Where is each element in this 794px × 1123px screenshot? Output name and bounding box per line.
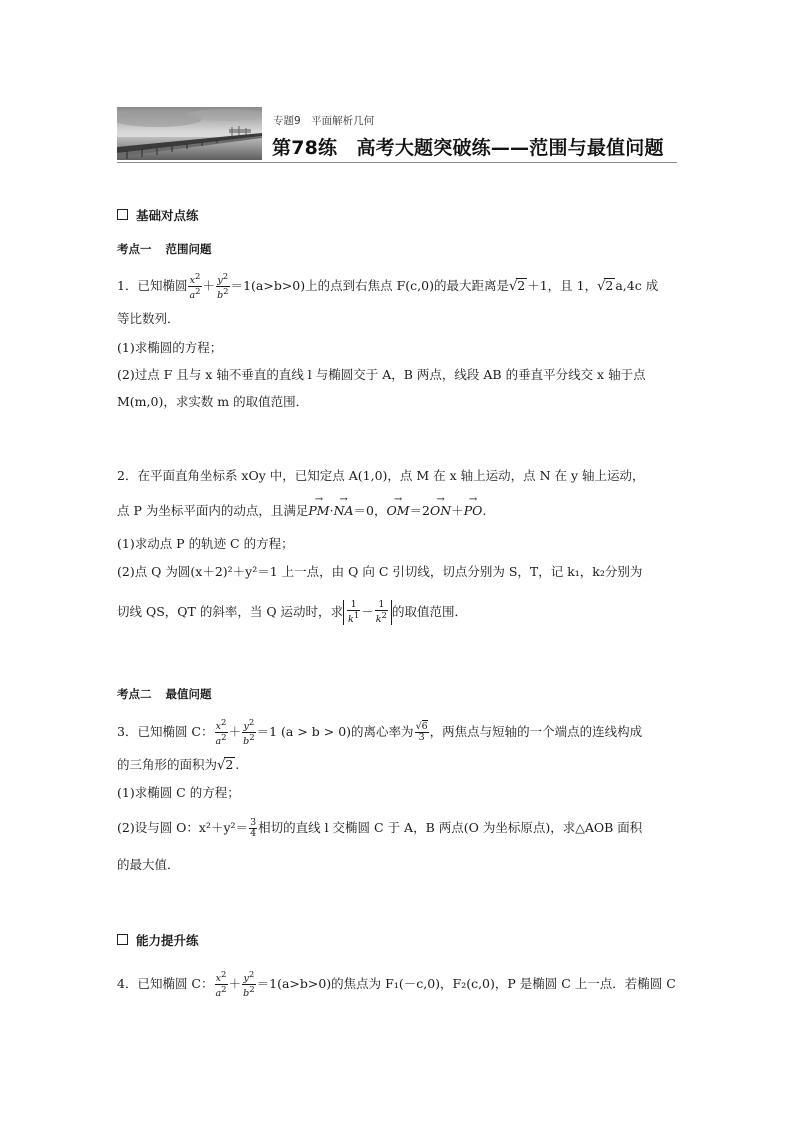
q1-text-d: a,4c 成 xyxy=(615,278,659,294)
absolute-value-expression: $\frac{1}{k^1}$ － $\frac{1}{k^2}$ xyxy=(343,600,392,625)
q4-text-b: ＝1(a>b>0)的焦点为 F₁(－c,0)，F₂(c,0)，P 是椭圆 C 上一点．若椭圆 C xyxy=(256,976,676,992)
fraction-y2-b2: $\frac{y^2}{b^2}$ xyxy=(243,718,255,748)
q3-text-c: ，两焦点与短轴的一个端点的连线构成 xyxy=(429,724,643,740)
vector-OM: → OM xyxy=(386,503,409,519)
q3-text-b: ＝1 (a > b > 0)的离心率为 xyxy=(256,724,414,740)
vector-ON: → ON xyxy=(430,503,451,519)
checkbox-square-icon xyxy=(117,934,128,945)
keypoint-1-name: 范围问题 xyxy=(165,242,212,256)
keypoint-1-label: 考点一 xyxy=(117,242,152,256)
q1-line-2: 等比数列． xyxy=(117,311,180,326)
sqrt-2: 2 xyxy=(225,757,234,772)
q3-line-4 xyxy=(117,818,642,839)
q1-text-a: 1．已知椭圆 xyxy=(117,278,188,294)
q1-text-b: ＝1(a>b>0)上的点到右焦点 F(c,0)的最大距离是 xyxy=(230,278,509,294)
q3-line-5: 的最大值． xyxy=(117,857,180,872)
q1-line-4: (2)过点 F 且与 x 轴不垂直的直线 l 与椭圆交于 A，B 两点，线段 AB 的垂直平分线交 x 轴于点 xyxy=(117,367,646,382)
sqrt-2: 2 xyxy=(517,278,526,294)
q3-line-2: 的三角形的面积为√2 . xyxy=(117,757,240,773)
q2-line-5 xyxy=(117,600,467,625)
q2-line-3: (1)求动点 P 的轨迹 C 的方程； xyxy=(117,536,294,551)
q1-line-5: M(m,0)，求实数 m 的取值范围． xyxy=(117,394,309,409)
q2-text-c: ＝2 xyxy=(409,503,430,518)
checkbox-square-icon xyxy=(117,209,128,220)
keypoint-2-name: 最值问题 xyxy=(165,687,212,701)
q2-text-5a: 切线 QS，QT 的斜率，当 Q 运动时，求 xyxy=(117,604,344,620)
page-title: 第78练 高考大题突破练——范围与最值问题 xyxy=(272,137,664,159)
bridge-photo-icon xyxy=(117,107,262,160)
keypoint-2-label: 考点二 xyxy=(117,687,152,701)
keypoint-1 xyxy=(117,241,212,257)
q2-line-2: 点 P 为坐标平面内的动点，且满足→ PM·→ NA＝0，→ OM＝2→ ON＋→ PO. xyxy=(117,503,486,519)
q2-text-5b: 的取值范围． xyxy=(391,604,467,620)
q1-line-3: (1)求椭圆的方程； xyxy=(117,340,223,355)
subject-label: 专题9 平面解析几何 xyxy=(273,115,375,127)
title-divider xyxy=(117,162,677,163)
q3-text-4a: (2)设与圆 O：x²＋y²＝ xyxy=(117,820,249,835)
section-basic-label: 基础对点练 xyxy=(136,208,199,223)
q1-line-1: 1．已知椭圆 $\frac{x^2}{a^2}$ ＋ $\frac{y^2}{b^2}$ ＝1(a>b>0)上的点到右焦点 F(c,0)的最大距离是√2 ＋1，且 1，√2 a,4c 成 xyxy=(117,272,659,302)
vector-NA: → NA xyxy=(334,503,354,519)
section-basic xyxy=(117,206,199,224)
fraction-y2-b2: $\frac{y^2}{b^2}$ xyxy=(217,272,229,302)
q3-line-1: 3．已知椭圆 C： $\frac{x^2}{a^2}$ ＋ $\frac{y^2}{b^2}$ ＝1 (a > b > 0)的离心率为 $\frac{√6}{3}$ ，两焦点与短轴的一个端点的连线构成 xyxy=(117,718,643,748)
q2-line-4: (2)点 Q 为圆(x＋2)²＋y²＝1 上一点，由 Q 向 C 引切线，切点分别为 S，T，记 k₁，k₂分别为 xyxy=(117,564,643,579)
fraction-x2-a2: $\frac{x^2}{a^2}$ xyxy=(215,718,227,748)
keypoint-2 xyxy=(117,686,212,702)
q3-text-2a: 的三角形的面积为 xyxy=(117,757,218,772)
q2-line-1: 2．在平面直角坐标系 xOy 中，已知定点 A(1,0)，点 M 在 x 轴上运动，点 N 在 y 轴上运动， xyxy=(117,468,645,483)
q4-line-1: 4．已知椭圆 C： $\frac{x^2}{a^2}$ ＋ $\frac{y^2}{b^2}$ ＝1(a>b>0)的焦点为 F₁(－c,0)，F₂(c,0)，P 是椭圆 C 上一点．若椭圆 C xyxy=(117,970,676,1000)
fraction-x2-a2: $\frac{x^2}{a^2}$ xyxy=(215,970,227,1000)
q3-text-4b: 相切的直线 l 交椭圆 C 于 A，B 两点(O 为坐标原点)，求△AOB 面积 xyxy=(258,820,643,835)
fraction-3-4: $\frac{3}{4}$ xyxy=(250,817,257,839)
q2-text-b: ＝0， xyxy=(353,503,387,518)
q3-line-3: (1)求椭圆 C 的方程； xyxy=(117,785,240,800)
fraction-sqrt6-3: $\frac{√6}{3}$ xyxy=(415,721,428,744)
header-banner-image xyxy=(117,107,262,160)
sqrt-2: 2 xyxy=(605,278,614,294)
fraction-y2-b2: $\frac{y^2}{b^2}$ xyxy=(243,970,255,1000)
q2-text-a: 点 P 为坐标平面内的动点，且满足 xyxy=(117,503,309,518)
radical-icon: √ xyxy=(597,279,606,295)
vector-PM: → PM xyxy=(308,503,329,519)
vector-PO: → PO xyxy=(464,503,483,519)
section-advanced-label: 能力提升练 xyxy=(136,933,199,948)
radical-icon: √ xyxy=(217,758,226,773)
fraction-x2-a2: $\frac{x^2}{a^2}$ xyxy=(189,272,201,302)
radical-icon: √ xyxy=(508,279,518,295)
section-advanced xyxy=(117,931,199,949)
q1-text-c: ＋1，且 1， xyxy=(527,278,598,294)
q4-text-a: 4．已知椭圆 C： xyxy=(117,976,214,992)
q3-text-a: 3．已知椭圆 C： xyxy=(117,724,214,740)
